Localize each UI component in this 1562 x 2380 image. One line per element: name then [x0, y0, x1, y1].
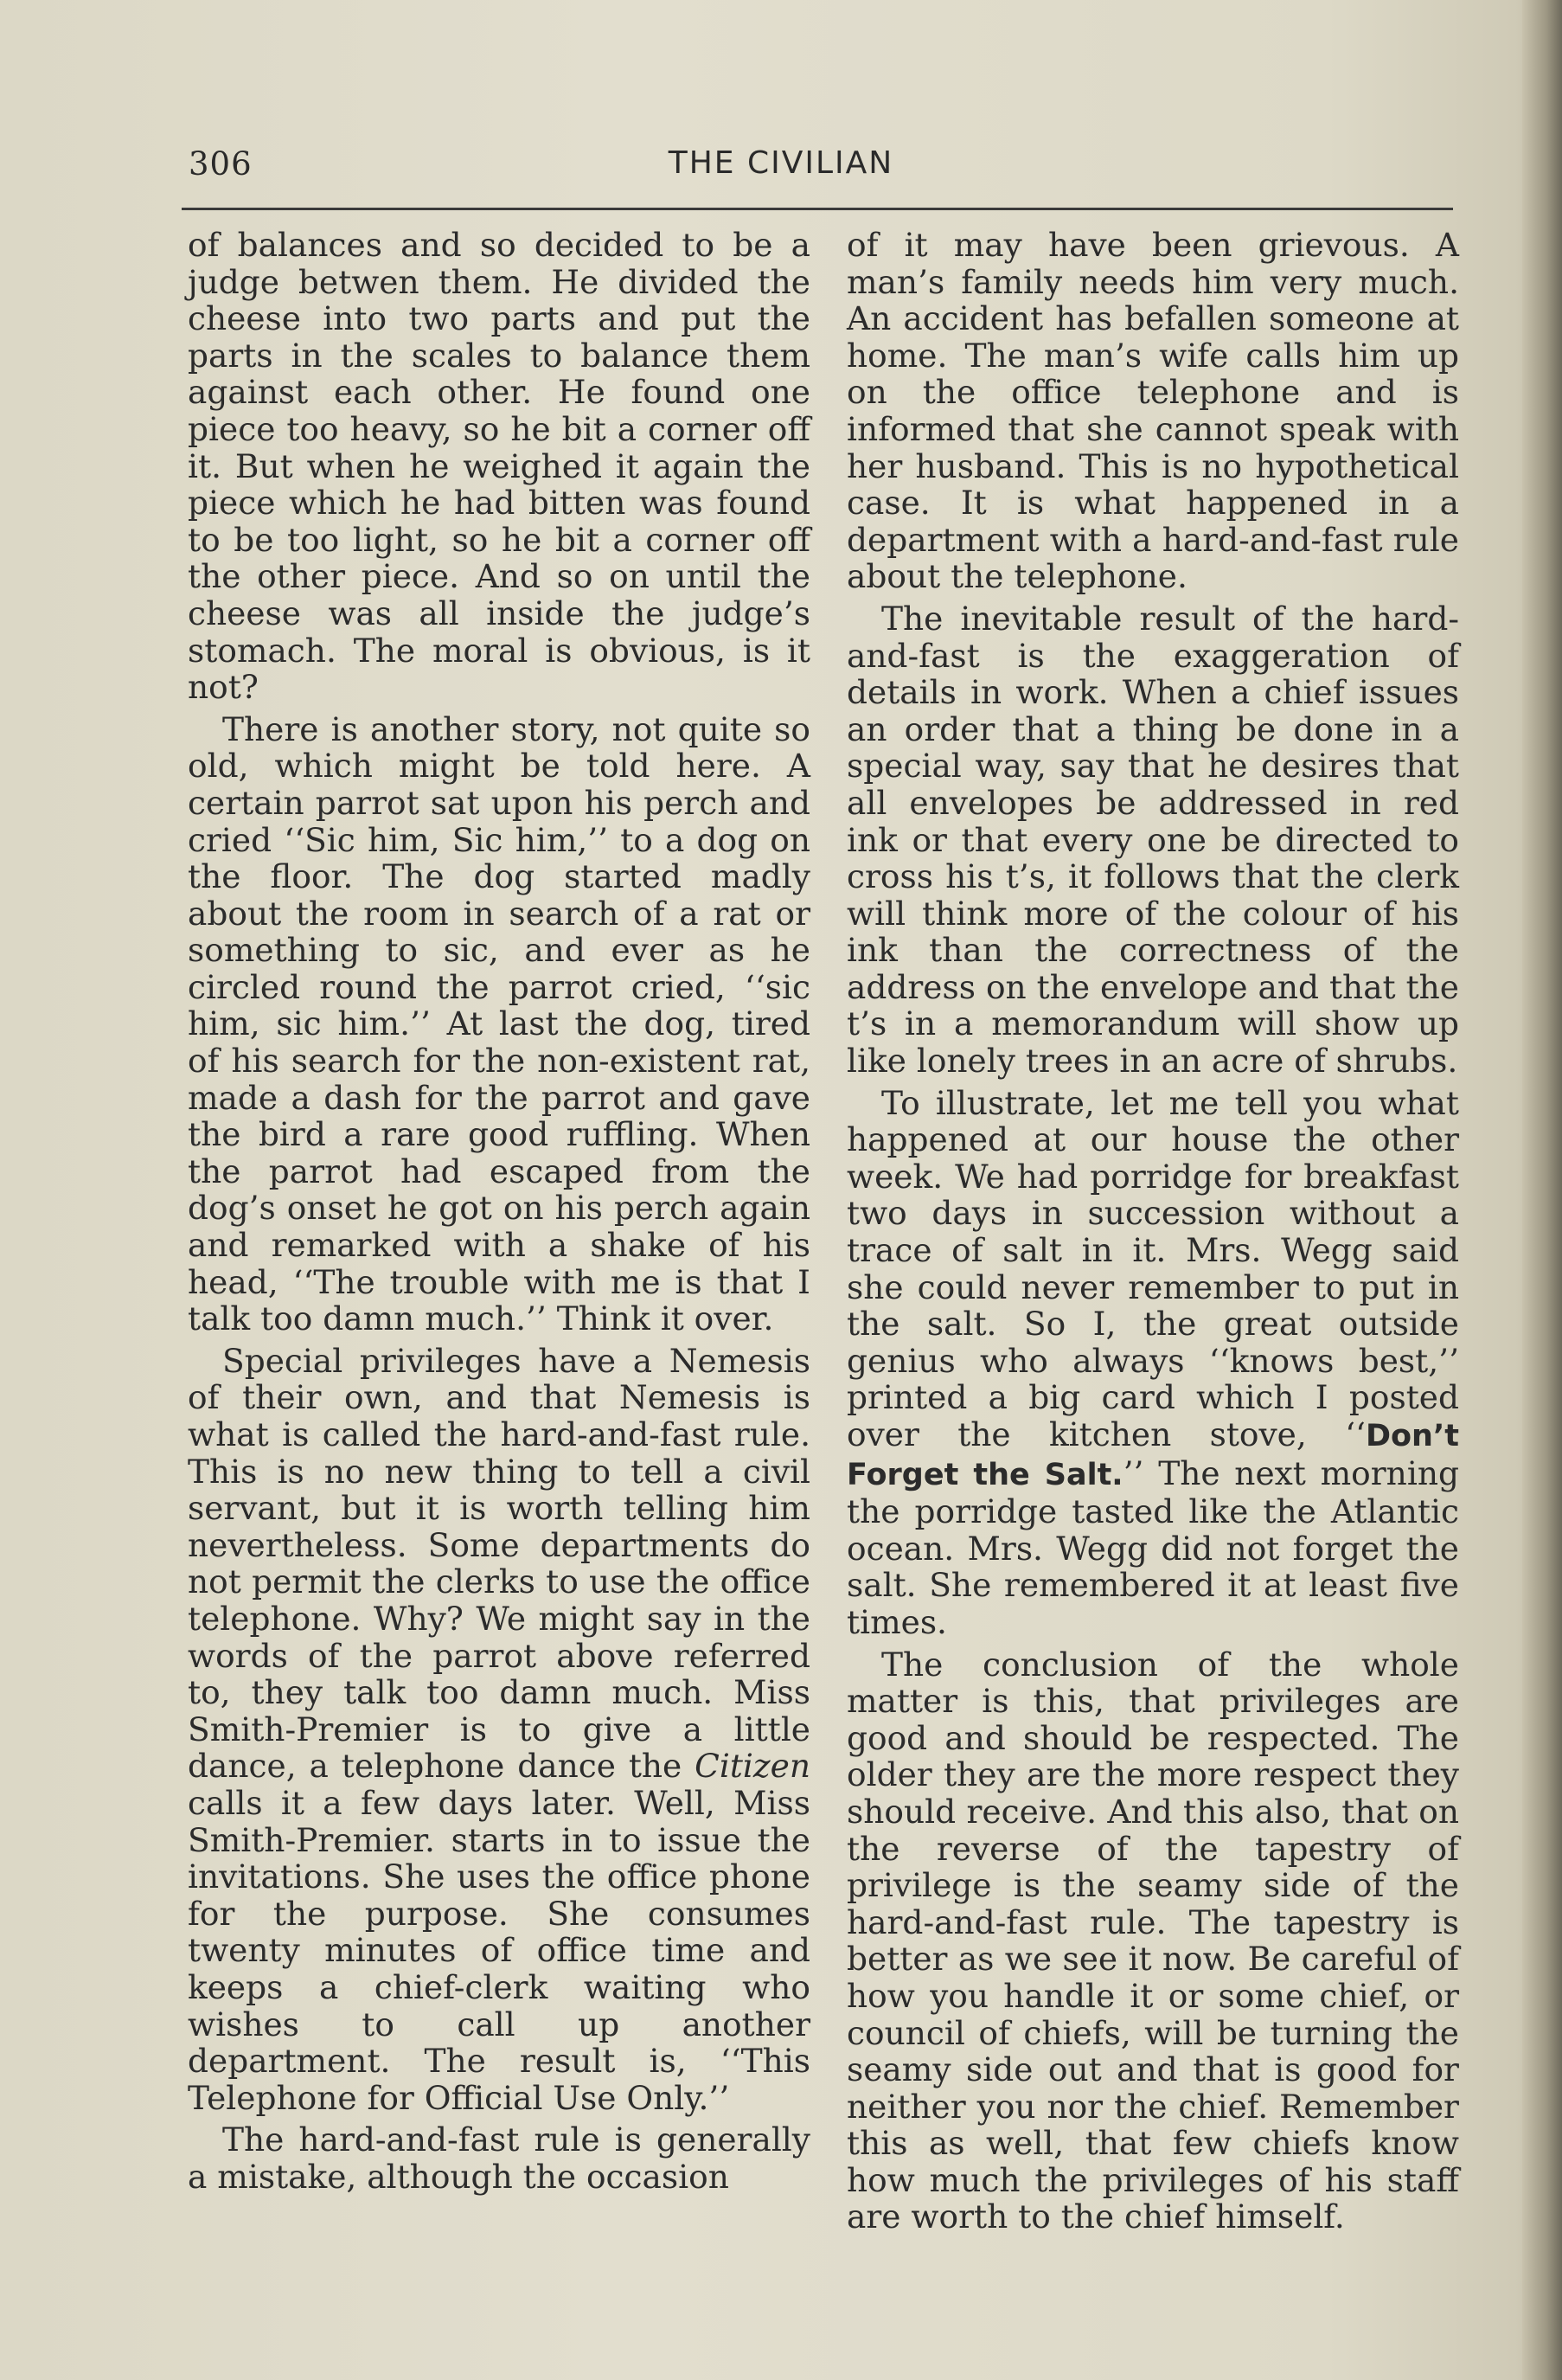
left-paragraph-3-part-1: Special privileges have a Nemesis of their own, and that Nemesis is what is called the hard-and-fast rule. This is no new thing to tell a civil servant, but it is worth telling him nevertheless. Some departments do not permit the clerks to use the office telephone. Why? We might say in the words of the parrot above referred to, they talk too damn much. Miss Smith-Premier is to give a little dance, a telephone dance the [188, 1341, 810, 1786]
card-text: Don’t Forget the Salt. [847, 1419, 1459, 1492]
page-number: 306 [189, 145, 253, 183]
running-title: THE CIVILIAN [668, 145, 894, 181]
left-paragraph-2: There is another story, not quite so old, which might be told here. A certain parrot sat upon his perch and cried ‘‘Sic him, Sic him,’’ to a dog on the floor. The dog started madly about the room in search of a rat or something to sic, and ever as he circled round the parrot cried, ‘‘sic him, sic him.’’ At last the dog, tired of his search for the non-existent rat, made a dash for the parrot and gave the bird a rare good ruffling. When the parrot had escaped from the dog’s onset he got on his perch again and remarked with a shake of his head, ‘‘The trouble with me is that I talk too damn much.’’ Think it over. [188, 709, 810, 1338]
header-rule [182, 208, 1453, 210]
right-paragraph-2: The inevitable result of the hard-and-fast is the exaggeration of details in work. When a chief issues an order that a thing be done in a special way, say that he desires that all envelopes be addressed in red ink or that every one be directed to cross his t’s, it follows that the clerk will think more of the colour of his ink than the correctness of the address on the envelope and that the t’s in a memorandum will show up like lonely trees in an acre of shrubs. [847, 599, 1459, 1081]
right-paragraph-3-part-2: ’’ The next morning the porridge tasted like the Atlantic ocean. Mrs. Wegg did not forget the salt. She remembered it at least five times. [847, 1453, 1459, 1641]
left-paragraph-3 [188, 1343, 810, 2116]
right-column [847, 227, 1459, 2236]
right-paragraph-4: The conclusion of the whole matter is this, that privileges are good and should be respected. The older they are the more respect they should receive. And this also, that on the reverse of the tapestry of privilege is the seamy side of the hard-and-fast rule. The tapestry is better as we see it now. Be careful of how you handle it or some chief, or council of chiefs, will be turning the seamy side out and that is good for neither you nor the chief. Remember this as well, that few chiefs know how much the privileges of his staff are worth to the chief himself. [847, 1645, 1459, 2236]
left-paragraph-4: The hard-and-fast rule is generally a mistake, although the occasion [188, 2120, 810, 2196]
right-paragraph-3-part-1: To illustrate, let me tell you what happened at our house the other week. We had porridge for breakfast two days in succession without a trace of salt in it. Mrs. Wegg said she could never remember to put in the salt. So I, the great outside genius who always ‘‘knows best,’’ printed a big card which I posted over the kitchen stove, ‘‘ [847, 1083, 1459, 1453]
left-column [188, 227, 810, 2195]
left-paragraph-1: of balances and so decided to be a judge betwen them. He divided the cheese into two parts and put the parts in the scales to balance them against each other. He found one piece too heavy, so he bit a corner off it. But when he weighed it again the piece which he had bitten was found to be too light, so he bit a corner off the other piece. And so on until the cheese was all inside the judge’s stomach. The moral is obvious, is it not? [188, 226, 810, 707]
running-header [0, 145, 1562, 197]
page-binding-edge [1522, 0, 1562, 2380]
right-paragraph-1: of it may have been grievous. A man’s family needs him very much. An accident has befallen someone at home. The man’s wife calls him up on the office telephone and is informed that she cannot speak with her husband. This is no hypothetical case. It is what happened in a department with a hard-and-fast rule about the telephone. [847, 226, 1459, 596]
right-paragraph-3 [847, 1085, 1459, 1641]
citizen-title: Citizen [695, 1747, 810, 1786]
left-paragraph-3-part-2: calls it a few days later. Well, Miss Smith-Premier. starts in to issue the invitations. She uses the office phone for the purpose. She consumes twenty minutes of office time and keeps a chief-clerk waiting who wishes to call up another department. The result is, ‘‘This Telephone for Official Use Only.’’ [188, 1783, 810, 2117]
